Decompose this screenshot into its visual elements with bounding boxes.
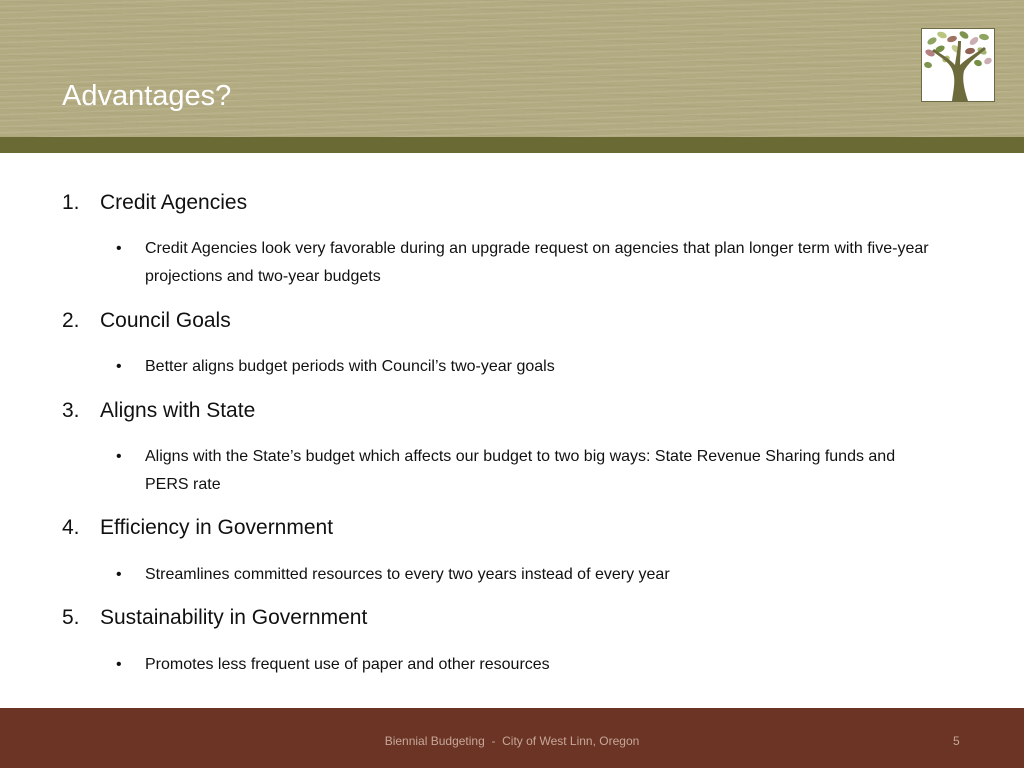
list-item-heading: [62, 605, 367, 631]
list-heading-text: Credit Agencies: [100, 191, 248, 214]
list-item-heading: [62, 398, 255, 424]
bullet-text: Streamlines committed resources to every two years instead of every year: [145, 566, 670, 583]
list-number: 2.: [62, 309, 80, 332]
list-number: 3.: [62, 399, 80, 422]
bullet-icon: •: [116, 656, 122, 673]
slide-header: [0, 0, 1024, 137]
footer-text: Biennial Budgeting - City of West Linn, Oregon: [384, 734, 640, 748]
list-heading-text: Council Goals: [100, 309, 231, 332]
header-band: [0, 137, 1024, 153]
bullet-text: Better aligns budget periods with Council’s two-year goals: [145, 358, 555, 375]
list-number: 1.: [62, 191, 80, 214]
bullet-text: Aligns with the State’s budget which affects our budget to two big ways: State Revenue Sharing funds and PERS rate: [145, 448, 896, 493]
tree-icon: [921, 28, 995, 102]
list-item-heading: [62, 190, 247, 216]
bullet-icon: •: [116, 240, 122, 257]
bullet-text: Credit Agencies look very favorable during an upgrade request on agencies that plan longer term with five-year projections and two-year budgets: [145, 240, 929, 285]
list-heading-text: Efficiency in Government: [100, 516, 334, 539]
bullet-icon: •: [116, 566, 122, 583]
slide-title: Advantages?: [62, 80, 232, 112]
list-number: 5.: [62, 606, 80, 629]
bullet-icon: •: [116, 358, 122, 375]
list-number: 4.: [62, 516, 80, 539]
list-heading-text: Sustainability in Government: [100, 606, 368, 629]
bullet-icon: •: [116, 448, 122, 465]
list-item-heading: [62, 515, 333, 541]
list-item-heading: [62, 308, 231, 334]
bullet-text: Promotes less frequent use of paper and other resources: [145, 656, 550, 673]
page-number: 5: [953, 734, 960, 748]
list-heading-text: Aligns with State: [100, 399, 256, 422]
slide-footer: [0, 708, 1024, 768]
